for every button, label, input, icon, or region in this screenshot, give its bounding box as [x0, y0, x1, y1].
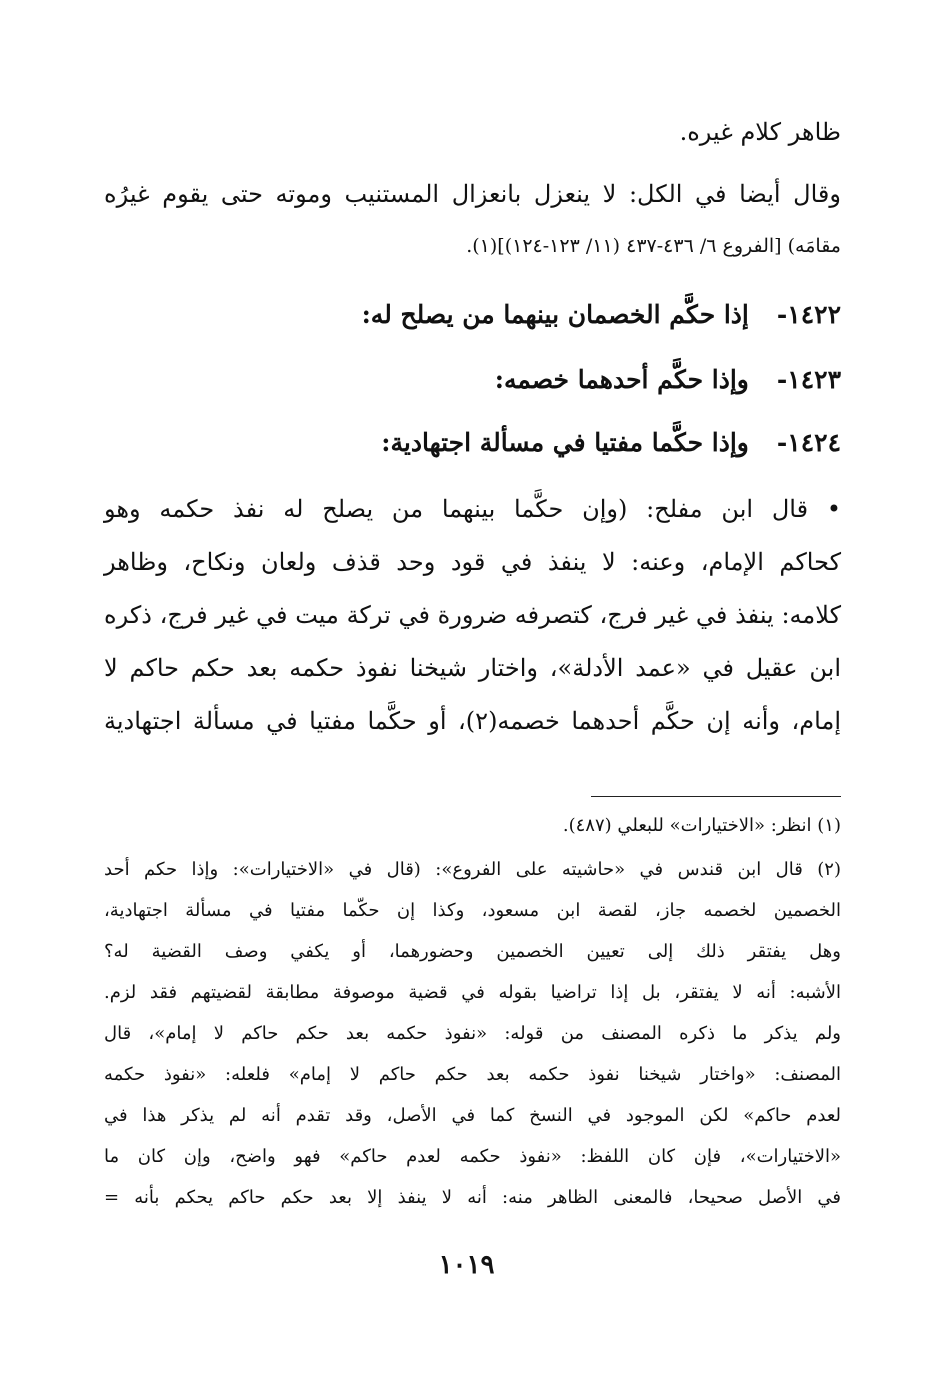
footnote-1: (١) انظر: «الاختيارات» للبعلي (٤٨٧).	[562, 815, 841, 836]
heading-text: وإذا حكَّما مفتيا في مسألة اجتهادية:	[381, 428, 749, 457]
heading-number: ١٤٢٤-	[776, 428, 841, 457]
heading-1424	[381, 428, 841, 457]
footnote-2-line: (٢) قال ابن قندس في «حاشيته على الفروع»: (قال في «الاختيارات»: وإذا حكم أحد	[104, 859, 841, 880]
footnote-separator	[591, 796, 841, 797]
paragraph-line: ابن عقيل في «عمد الأدلة»، واختار شيخنا نفوذ حكمه بعد حكم حاكم لا	[104, 654, 841, 682]
footnote-2-line: المصنف: «واختار شيخنا نفوذ حكمه بعد حكم حاكم لا إمام» فلعله: «نفوذ حكمه	[104, 1064, 841, 1085]
heading-number: ١٤٢٣-	[776, 365, 841, 394]
footnote-2-line: الأشبه: أنه لا يفتقر، بل إذا تراضيا بقوله في قضية موصوفة مطابقة لقضيتهم فقد لزم.	[104, 982, 841, 1003]
footnote-2-line: وهل يفتقر ذلك إلى تعيين الخصمين وحضورهما، أو يكفي وصف القضية له؟	[104, 941, 841, 962]
heading-number: ١٤٢٢-	[776, 300, 841, 329]
heading-1423	[495, 365, 841, 394]
paragraph-line: كلامه: ينفذ في غير فرج، كتصرفه ضرورة في تركة ميت في غير فرج، ذكره	[104, 601, 841, 629]
footnote-2-line: «الاختيارات»، فإن كان اللفظ: «نفوذ حكمه لعدم حاكم» فهو واضح، وإن كان ما	[104, 1146, 841, 1167]
paragraph-line: • قال ابن مفلح: (وإن حكَّما بينهما من يصلح له نفذ حكمه وهو	[104, 495, 841, 523]
footnote-2-line: الخصمين لخصمه جاز، لقصة ابن مسعود، وكذا إن حكّما مفتيا في مسألة اجتهادية،	[104, 900, 841, 921]
footnote-2-line: في الأصل صحيحا، فالمعنى الظاهر منه: أنه لا ينفذ إلا بعد حكم حاكم يحكم بأنه =	[104, 1187, 841, 1208]
heading-text: إذا حكَّم الخصمان بينهما من يصلح له:	[361, 300, 749, 329]
footnote-2-line: لعدم حاكم» لكن الموجود في النسخ كما في الأصل، وقد تقدم أنه لم يذكر هذا في	[104, 1105, 841, 1126]
text-line-3: مقامَه) [الفروع ٦/ ٤٣٦-٤٣٧ (١١/ ١٢٣-١٢٤)](١).	[466, 235, 841, 257]
paragraph-line: إمام، وأنه إن حكَّم أحدهما خصمه(٢)، أو حكَّما مفتيا في مسألة اجتهادية	[104, 707, 841, 735]
text-line-2: وقال أيضا في الكل: لا ينعزل بانعزال المستنيب وموته حتى يقوم غيرُه	[104, 180, 841, 208]
text-line-1: ظاهر كلام غيره.	[679, 118, 841, 146]
paragraph-line: كحاكم الإمام، وعنه: لا ينفذ في قود وحد قذف ولعان ونكاح، وظاهر	[104, 548, 841, 576]
heading-1422	[362, 300, 841, 329]
page-number: ١٠١٩	[438, 1250, 495, 1280]
footnote-2-line: ولم يذكر ما ذكره المصنف من قوله: «نفوذ حكمه بعد حكم حاكم لا إمام»، قال	[104, 1023, 841, 1044]
heading-text: وإذا حكَّم أحدهما خصمه:	[494, 365, 749, 394]
